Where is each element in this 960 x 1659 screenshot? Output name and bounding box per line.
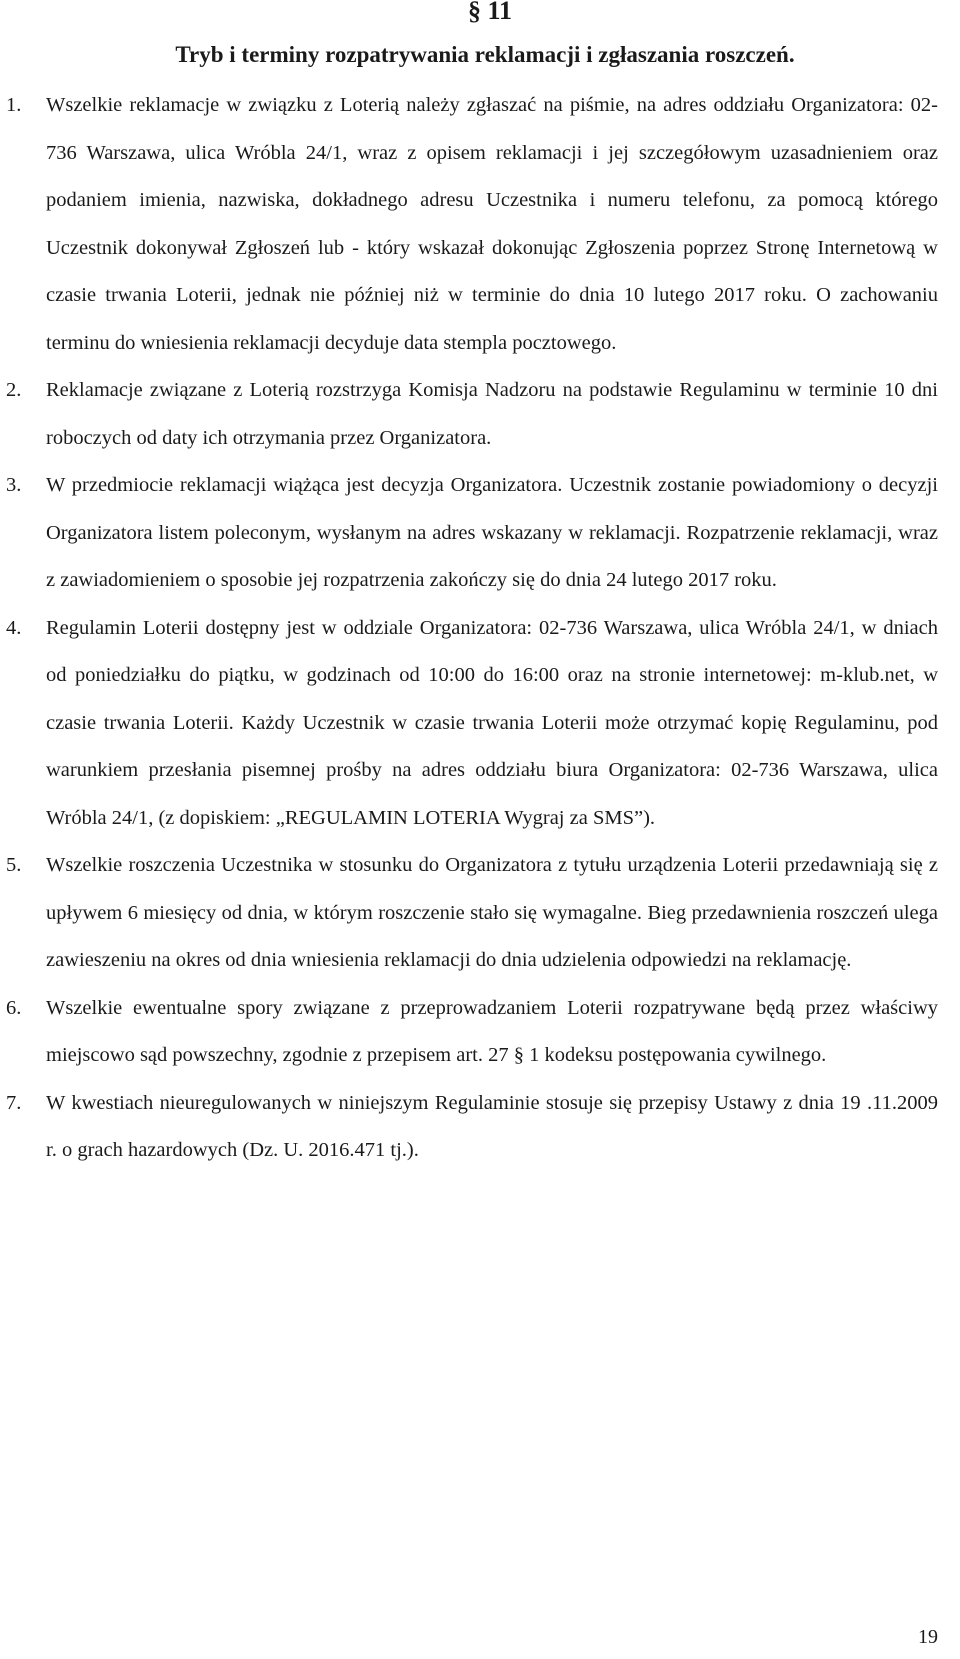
list-item [0, 605, 960, 843]
item-text: Regulamin Loterii dostępny jest w oddziale Organizatora: 02-736 Warszawa, ulica Wróbla 24/1, w dniach od poniedziałku do piątku, w godzinach od 10:00 do 16:00 oraz na stronie internetowej: m-klub.net, w czasie trwania Loterii. Każdy Uczestnik w czasie trwania Loterii może otrzymać kopię Regulaminu, pod warunkiem przesłania pisemnej prośby na adres oddziału biura Organizatora: 02-736 Warszawa, ulica Wróbla 24/1, (z dopiskiem: „REGULAMIN LOTERIA Wygraj za SMS”). [46, 616, 938, 829]
item-number: 5. [6, 854, 22, 876]
item-number: 6. [6, 996, 22, 1019]
item-number: 4. [6, 616, 22, 639]
section-title: Tryb i terminy rozpatrywania reklamacji i zgłaszania roszczeń. [175, 42, 795, 67]
item-number: 3. [6, 474, 22, 496]
list-item [0, 462, 960, 605]
regulation-list [0, 82, 960, 1175]
list-item [0, 985, 960, 1080]
list-item [0, 82, 960, 367]
item-text: W kwestiach nieuregulowanych w niniejszym Regulaminie stosuje się przepisy Ustawy z dnia 19 .11.2009 r. o grach hazardowych (Dz. U. 2016.471 tj.). [46, 1091, 938, 1161]
item-text: Wszelkie reklamacje w związku z Loterią należy zgłaszać na piśmie, na adres oddziału Organizatora: 02-736 Warszawa, ulica Wróbla 24/1, wraz z opisem reklamacji i jej szczegółowym uzasadnieniem oraz podaniem imienia, nazwiska, dokładnego adresu Uczestnika i numeru telefonu, za pomocą którego Uczestnik dokonywał Zgłoszeń lub - który wskazał dokonując Zgłoszenia poprzez Stronę Internetową w czasie trwania Loterii, jednak nie później niż w terminie do dnia 10 lutego 2017 roku. O zachowaniu terminu do wniesienia reklamacji decyduje data stempla pocztowego. [46, 94, 938, 354]
list-item [0, 367, 960, 462]
item-number: 2. [6, 379, 22, 401]
list-item [0, 1080, 960, 1175]
item-text: W przedmiocie reklamacji wiążąca jest decyzja Organizatora. Uczestnik zostanie powiadomiony o decyzji Organizatora listem poleconym, wysłanym na adres wskazany w reklamacji. Rozpatrzenie reklamacji, wraz z zawiadomieniem o sposobie jej rozpatrzenia zakończy się do dnia 24 lutego 2017 roku. [46, 474, 938, 591]
page-number: 19 [918, 1626, 938, 1648]
item-text: Wszelkie roszczenia Uczestnika w stosunku do Organizatora z tytułu urządzenia Loterii przedawniają się z upływem 6 miesięcy od dnia, w którym roszczenie stało się wymagalne. Bieg przedawnienia roszczeń ulega zawieszeniu na okres od dnia wniesienia reklamacji do dnia udzielenia odpowiedzi na reklamację. [46, 854, 938, 971]
item-number: 7. [6, 1091, 22, 1114]
item-number: 1. [6, 94, 22, 116]
item-text: Wszelkie ewentualne spory związane z przeprowadzaniem Loterii rozpatrywane będą przez właściwy miejscowo sąd powszechny, zgodnie z przepisem art. 27 § 1 kodeksu postępowania cywilnego. [46, 996, 938, 1066]
section-number: § 11 [467, 0, 513, 25]
list-item [0, 842, 960, 985]
item-text: Reklamacje związane z Loterią rozstrzyga Komisja Nadzoru na podstawie Regulaminu w terminie 10 dni roboczych od daty ich otrzymania przez Organizatora. [46, 379, 938, 449]
